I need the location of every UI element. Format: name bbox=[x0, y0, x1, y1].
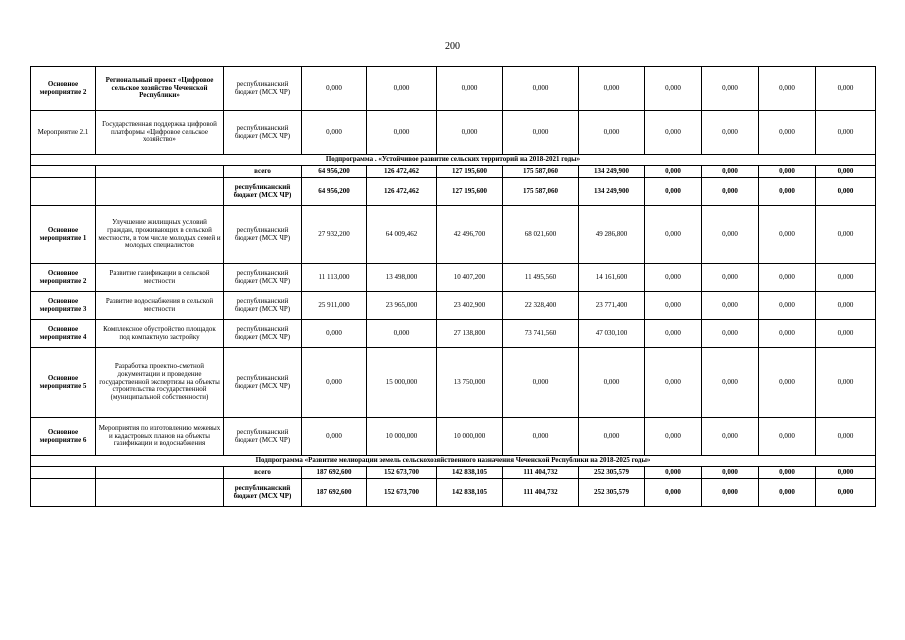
amount-cell: 0,000 bbox=[702, 67, 759, 111]
amount-cell: 0,000 bbox=[702, 292, 759, 320]
page-number: 200 bbox=[445, 41, 460, 52]
amount-cell: 252 305,579 bbox=[579, 479, 645, 507]
activity-name-cell bbox=[96, 479, 224, 507]
amount-cell: 11 113,000 bbox=[302, 264, 367, 292]
amount-cell: 0,000 bbox=[645, 67, 702, 111]
amount-cell: 187 692,600 bbox=[302, 479, 367, 507]
amount-cell: 0,000 bbox=[702, 348, 759, 418]
amount-cell: 0,000 bbox=[503, 418, 579, 456]
amount-cell: 0,000 bbox=[702, 479, 759, 507]
amount-cell: 0,000 bbox=[702, 418, 759, 456]
amount-cell: 0,000 bbox=[816, 292, 876, 320]
activity-name-cell: Разработка проектно-сметной документации и проведение государственной экспертизы на объекты строительства государственной (муниципальной собственности) bbox=[96, 348, 224, 418]
amount-cell: 126 472,462 bbox=[367, 166, 437, 178]
amount-cell: 23 771,400 bbox=[579, 292, 645, 320]
amount-cell: 0,000 bbox=[816, 178, 876, 206]
funding-source-cell: всего bbox=[224, 467, 302, 479]
amount-cell: 25 911,000 bbox=[302, 292, 367, 320]
amount-cell: 0,000 bbox=[645, 178, 702, 206]
amount-cell: 49 286,800 bbox=[579, 206, 645, 264]
amount-cell: 0,000 bbox=[816, 264, 876, 292]
amount-cell: 0,000 bbox=[816, 479, 876, 507]
subprogram-title: Подпрограмма . «Устойчивое развитие сельских территорий на 2018-2021 годы» bbox=[31, 155, 876, 166]
funding-source-cell: всего bbox=[224, 166, 302, 178]
amount-cell: 0,000 bbox=[302, 111, 367, 155]
amount-cell: 42 496,700 bbox=[437, 206, 503, 264]
table-row bbox=[31, 178, 876, 206]
amount-cell: 0,000 bbox=[302, 418, 367, 456]
amount-cell: 0,000 bbox=[645, 467, 702, 479]
amount-cell: 0,000 bbox=[579, 348, 645, 418]
activity-kind-cell: Основное мероприятие 2 bbox=[31, 67, 96, 111]
amount-cell: 0,000 bbox=[816, 418, 876, 456]
amount-cell: 111 404,732 bbox=[503, 479, 579, 507]
amount-cell: 64 956,200 bbox=[302, 178, 367, 206]
amount-cell: 0,000 bbox=[437, 67, 503, 111]
amount-cell: 0,000 bbox=[816, 348, 876, 418]
activity-kind-cell bbox=[31, 178, 96, 206]
amount-cell: 252 305,579 bbox=[579, 467, 645, 479]
amount-cell: 0,000 bbox=[702, 166, 759, 178]
amount-cell: 0,000 bbox=[816, 67, 876, 111]
funding-source-cell: республиканский бюджет (МСХ ЧР) bbox=[224, 292, 302, 320]
activity-name-cell bbox=[96, 467, 224, 479]
table-row bbox=[31, 292, 876, 320]
amount-cell: 134 249,900 bbox=[579, 166, 645, 178]
amount-cell: 0,000 bbox=[759, 418, 816, 456]
activity-kind-cell bbox=[31, 166, 96, 178]
amount-cell: 0,000 bbox=[702, 206, 759, 264]
amount-cell: 0,000 bbox=[816, 206, 876, 264]
amount-cell: 0,000 bbox=[645, 479, 702, 507]
amount-cell: 73 741,560 bbox=[503, 320, 579, 348]
activity-kind-cell: Основное мероприятие 4 bbox=[31, 320, 96, 348]
amount-cell: 13 750,000 bbox=[437, 348, 503, 418]
subprogram-row bbox=[31, 155, 876, 166]
amount-cell: 152 673,700 bbox=[367, 479, 437, 507]
amount-cell: 0,000 bbox=[579, 67, 645, 111]
amount-cell: 0,000 bbox=[759, 178, 816, 206]
amount-cell: 0,000 bbox=[645, 320, 702, 348]
amount-cell: 0,000 bbox=[759, 111, 816, 155]
amount-cell: 13 498,000 bbox=[367, 264, 437, 292]
amount-cell: 0,000 bbox=[702, 320, 759, 348]
activity-kind-cell: Основное мероприятие 6 bbox=[31, 418, 96, 456]
amount-cell: 0,000 bbox=[503, 348, 579, 418]
activity-kind-cell: Основное мероприятие 2 bbox=[31, 264, 96, 292]
amount-cell: 64 956,200 bbox=[302, 166, 367, 178]
amount-cell: 0,000 bbox=[645, 264, 702, 292]
amount-cell: 0,000 bbox=[759, 348, 816, 418]
amount-cell: 0,000 bbox=[367, 111, 437, 155]
table-row bbox=[31, 348, 876, 418]
amount-cell: 10 407,200 bbox=[437, 264, 503, 292]
activity-kind-cell bbox=[31, 467, 96, 479]
table-row bbox=[31, 111, 876, 155]
amount-cell: 0,000 bbox=[367, 67, 437, 111]
amount-cell: 0,000 bbox=[302, 67, 367, 111]
amount-cell: 0,000 bbox=[759, 206, 816, 264]
funding-source-cell: республиканский бюджет (МСХ ЧР) bbox=[224, 111, 302, 155]
funding-source-cell: республиканский бюджет (МСХ ЧР) bbox=[224, 206, 302, 264]
activity-kind-cell: Основное мероприятие 3 bbox=[31, 292, 96, 320]
amount-cell: 0,000 bbox=[702, 264, 759, 292]
funding-source-cell: республиканский бюджет (МСХ ЧР) bbox=[224, 67, 302, 111]
activity-name-cell: Развитие газификации в сельской местности bbox=[96, 264, 224, 292]
activity-name-cell: Развитие водоснабжения в сельской местности bbox=[96, 292, 224, 320]
amount-cell: 0,000 bbox=[816, 320, 876, 348]
amount-cell: 0,000 bbox=[645, 206, 702, 264]
amount-cell: 23 965,000 bbox=[367, 292, 437, 320]
amount-cell: 126 472,462 bbox=[367, 178, 437, 206]
table-body bbox=[31, 67, 876, 507]
amount-cell: 27 932,200 bbox=[302, 206, 367, 264]
amount-cell: 0,000 bbox=[503, 111, 579, 155]
funding-source-cell: республиканский бюджет (МСХ ЧР) bbox=[224, 264, 302, 292]
table-row bbox=[31, 264, 876, 292]
activity-kind-cell bbox=[31, 479, 96, 507]
amount-cell: 0,000 bbox=[702, 111, 759, 155]
amount-cell: 0,000 bbox=[759, 67, 816, 111]
amount-cell: 0,000 bbox=[759, 479, 816, 507]
amount-cell: 0,000 bbox=[302, 348, 367, 418]
amount-cell: 0,000 bbox=[702, 467, 759, 479]
amount-cell: 23 402,900 bbox=[437, 292, 503, 320]
amount-cell: 111 404,732 bbox=[503, 467, 579, 479]
amount-cell: 27 138,800 bbox=[437, 320, 503, 348]
activity-kind-cell: Основное мероприятие 5 bbox=[31, 348, 96, 418]
amount-cell: 0,000 bbox=[437, 111, 503, 155]
amount-cell: 47 030,100 bbox=[579, 320, 645, 348]
table-row bbox=[31, 479, 876, 507]
amount-cell: 0,000 bbox=[645, 292, 702, 320]
amount-cell: 68 021,600 bbox=[503, 206, 579, 264]
amount-cell: 127 195,600 bbox=[437, 178, 503, 206]
amount-cell: 127 195,600 bbox=[437, 166, 503, 178]
amount-cell: 0,000 bbox=[759, 467, 816, 479]
table-row bbox=[31, 320, 876, 348]
activity-name-cell: Государственная поддержка цифровой платформы «Цифровое сельское хозяйство» bbox=[96, 111, 224, 155]
amount-cell: 22 328,400 bbox=[503, 292, 579, 320]
activity-name-cell bbox=[96, 178, 224, 206]
amount-cell: 11 495,560 bbox=[503, 264, 579, 292]
activity-kind-cell: Мероприятие 2.1 bbox=[31, 111, 96, 155]
amount-cell: 0,000 bbox=[759, 292, 816, 320]
amount-cell: 175 587,060 bbox=[503, 178, 579, 206]
amount-cell: 142 838,105 bbox=[437, 479, 503, 507]
amount-cell: 14 161,600 bbox=[579, 264, 645, 292]
amount-cell: 0,000 bbox=[816, 467, 876, 479]
amount-cell: 175 587,060 bbox=[503, 166, 579, 178]
amount-cell: 142 838,105 bbox=[437, 467, 503, 479]
amount-cell: 0,000 bbox=[816, 166, 876, 178]
amount-cell: 0,000 bbox=[759, 166, 816, 178]
activity-name-cell: Улучшение жилищных условий граждан, проживающих в сельской местности, в том числе молодых семей и молодых специалистов bbox=[96, 206, 224, 264]
table-row bbox=[31, 206, 876, 264]
funding-source-cell: республиканский бюджет (МСХ ЧР) bbox=[224, 348, 302, 418]
amount-cell: 0,000 bbox=[503, 67, 579, 111]
amount-cell: 0,000 bbox=[645, 111, 702, 155]
amount-cell: 0,000 bbox=[645, 418, 702, 456]
amount-cell: 0,000 bbox=[759, 264, 816, 292]
funding-source-cell: республиканский бюджет (МСХ ЧР) bbox=[224, 320, 302, 348]
funding-source-cell: республиканский бюджет (МСХ ЧР) bbox=[224, 418, 302, 456]
amount-cell: 15 000,000 bbox=[367, 348, 437, 418]
table-row bbox=[31, 418, 876, 456]
amount-cell: 64 009,462 bbox=[367, 206, 437, 264]
funding-source-cell: республиканский бюджет (МСХ ЧР) bbox=[224, 479, 302, 507]
table-row bbox=[31, 166, 876, 178]
amount-cell: 10 000,000 bbox=[367, 418, 437, 456]
amount-cell: 0,000 bbox=[645, 166, 702, 178]
amount-cell: 0,000 bbox=[367, 320, 437, 348]
activity-name-cell: Комплексное обустройство площадок под компактную застройку bbox=[96, 320, 224, 348]
budget-table bbox=[30, 66, 876, 507]
amount-cell: 10 000,000 bbox=[437, 418, 503, 456]
activity-name-cell: Региональный проект «Цифровое сельское хозяйство Чеченской Республики» bbox=[96, 67, 224, 111]
amount-cell: 0,000 bbox=[579, 418, 645, 456]
amount-cell: 187 692,600 bbox=[302, 467, 367, 479]
amount-cell: 0,000 bbox=[759, 320, 816, 348]
amount-cell: 134 249,900 bbox=[579, 178, 645, 206]
funding-source-cell: республиканский бюджет (МСХ ЧР) bbox=[224, 178, 302, 206]
amount-cell: 0,000 bbox=[702, 178, 759, 206]
subprogram-title: Подпрограмма «Развитие мелиорации земель сельскохозяйственного назначения Чеченской Республики на 2018-2025 годы» bbox=[31, 456, 876, 467]
activity-name-cell: Мероприятия по изготовлению межевых и кадастровых планов на объекты газификации и водоснабжения bbox=[96, 418, 224, 456]
subprogram-row bbox=[31, 456, 876, 467]
table-row bbox=[31, 67, 876, 111]
amount-cell: 0,000 bbox=[645, 348, 702, 418]
amount-cell: 0,000 bbox=[302, 320, 367, 348]
activity-kind-cell: Основное мероприятие 1 bbox=[31, 206, 96, 264]
amount-cell: 0,000 bbox=[579, 111, 645, 155]
activity-name-cell bbox=[96, 166, 224, 178]
table-row bbox=[31, 467, 876, 479]
amount-cell: 152 673,700 bbox=[367, 467, 437, 479]
amount-cell: 0,000 bbox=[816, 111, 876, 155]
